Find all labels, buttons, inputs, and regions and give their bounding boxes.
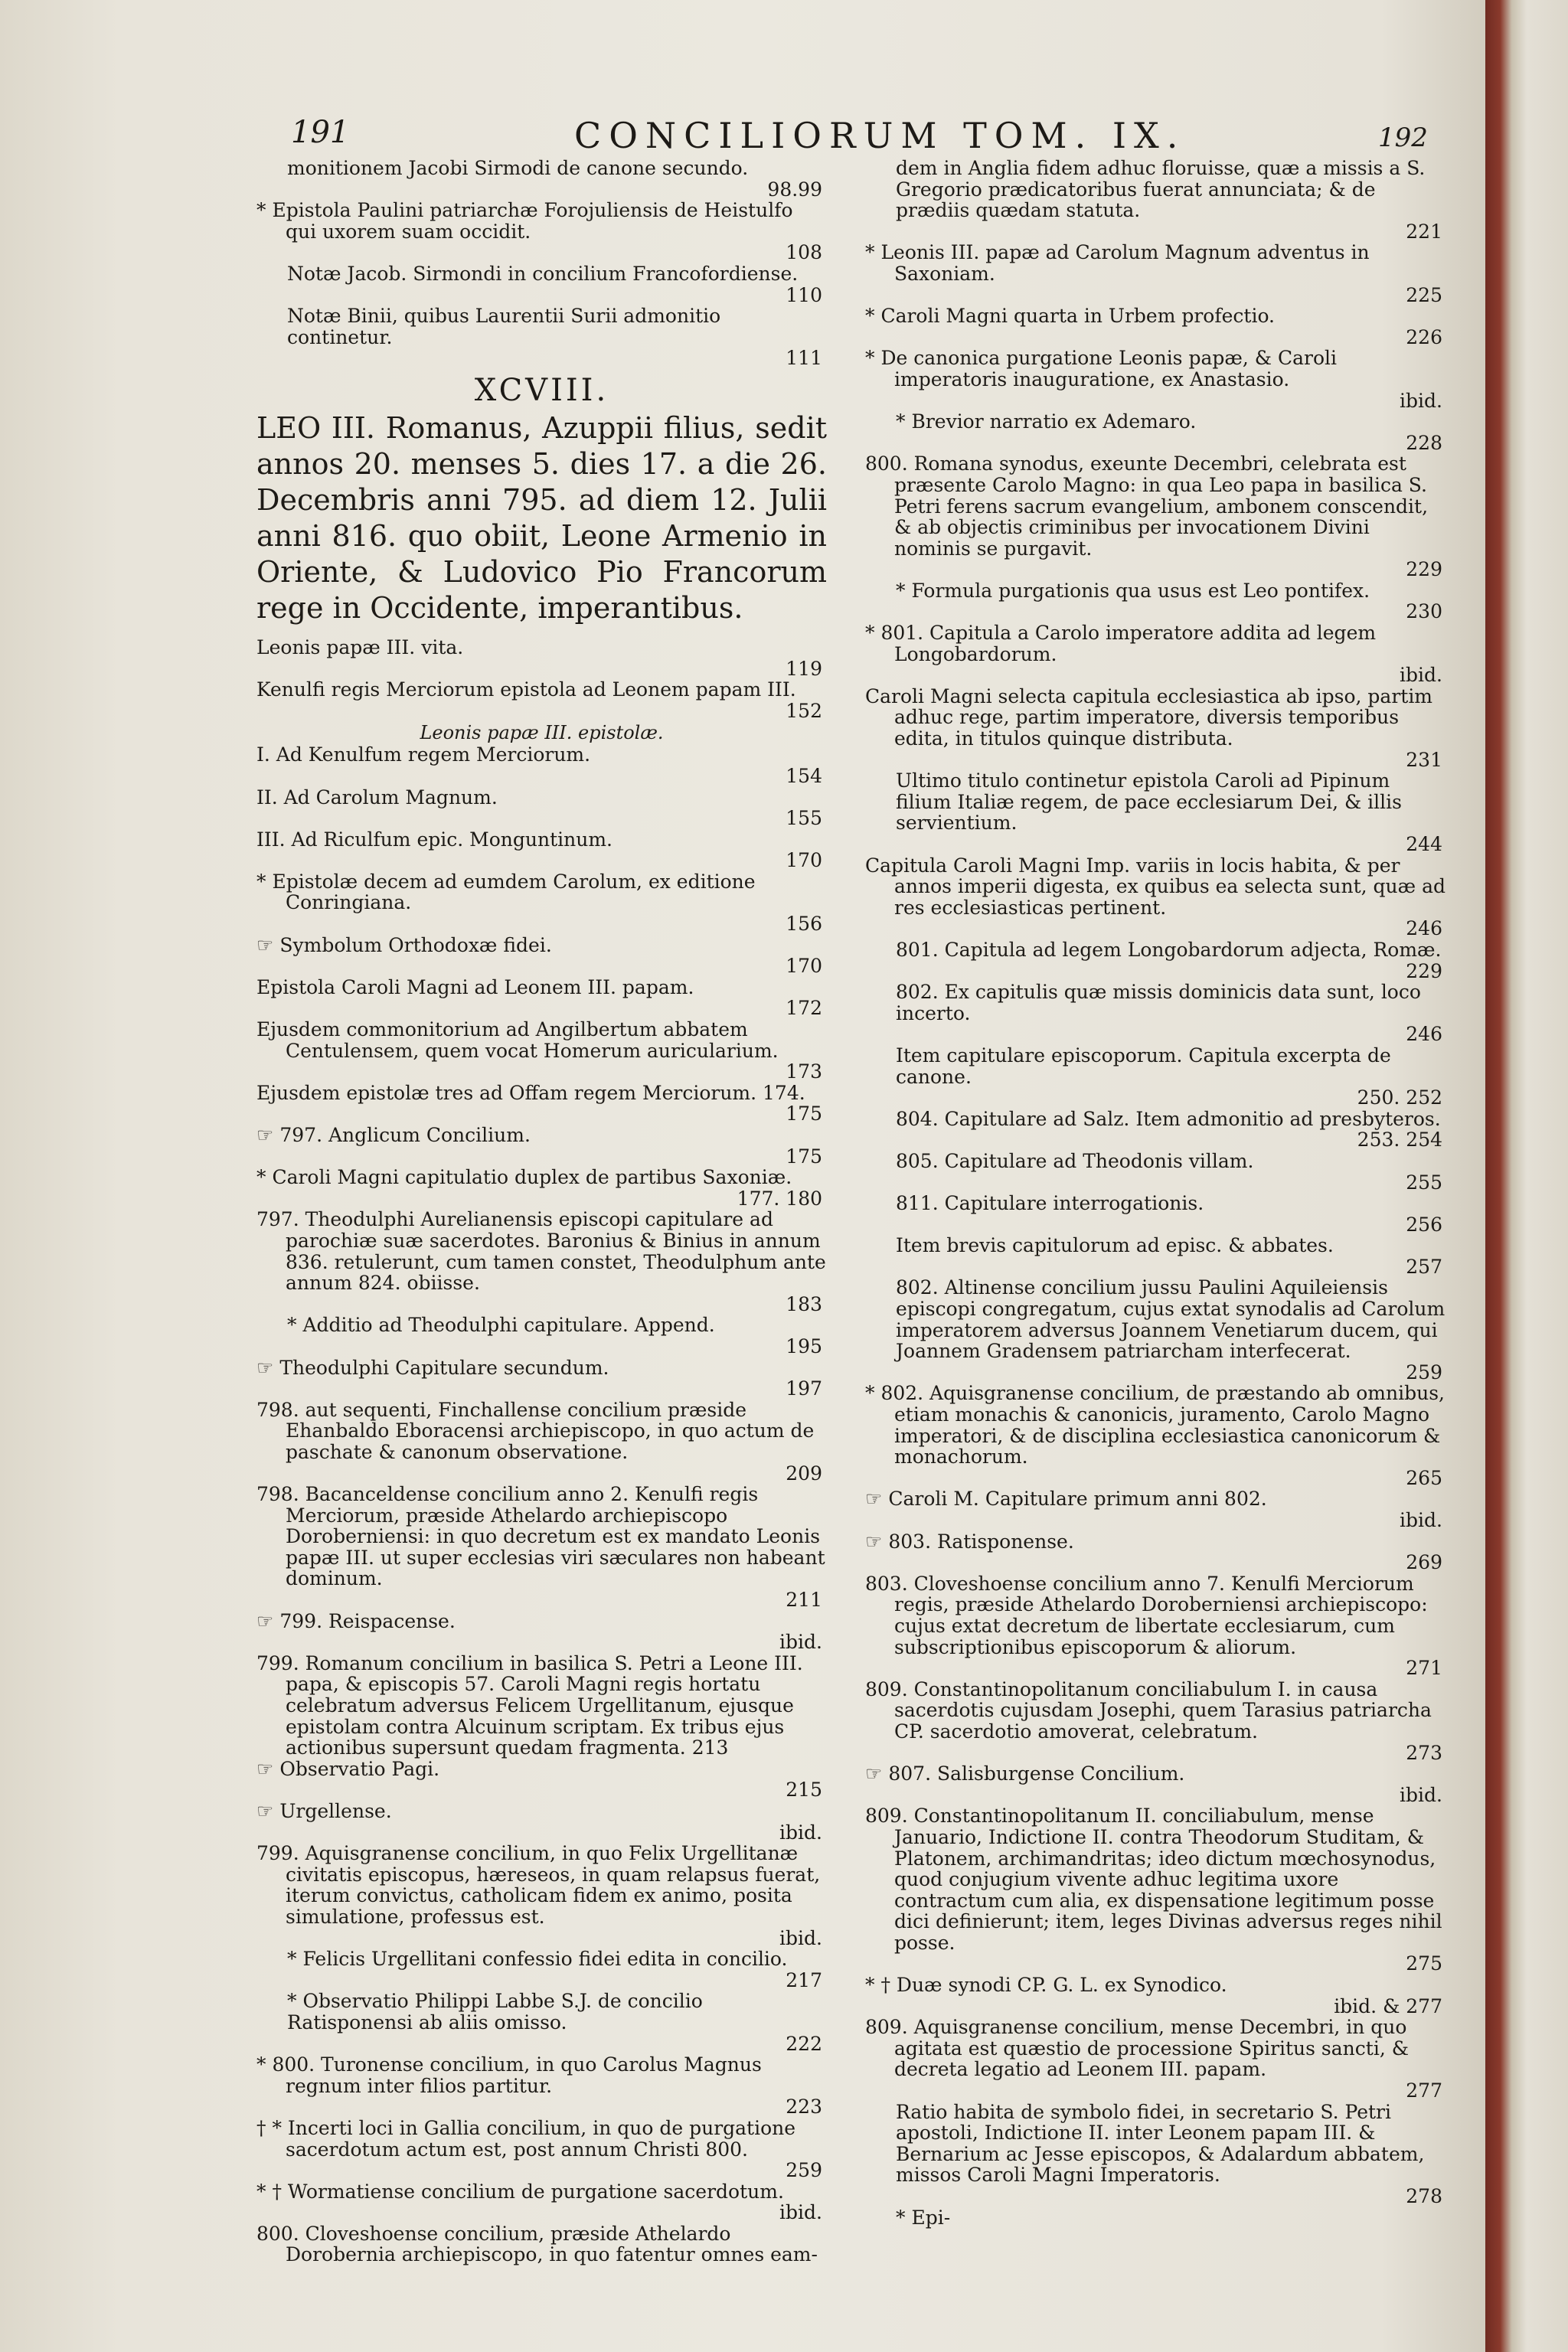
index-entry: [865, 1235, 1447, 1277]
index-entry: [865, 770, 1447, 854]
entry-text: II. Ad Carolum Magnum.: [256, 786, 498, 808]
entry-text: 805. Capitulare ad Theodonis villam.: [896, 1149, 1254, 1172]
index-entry: [256, 871, 827, 935]
entry-page-ref: 154: [786, 764, 822, 787]
entry-page-ref: 253. 254: [1357, 1129, 1442, 1152]
entry-text: ☞ Caroli M. Capitulare primum anni 802.: [865, 1488, 1267, 1511]
entry-page-ref: 98.99: [767, 178, 822, 201]
entry-page-ref: 229: [1406, 558, 1442, 581]
index-entry: [865, 1383, 1447, 1488]
index-entry: [865, 1805, 1447, 1975]
entry-page-ref: 226: [1406, 325, 1442, 348]
entry-text: III. Ad Riculfum epic. Monguntinum.: [256, 828, 612, 851]
left-column: [256, 158, 827, 2265]
entry-page-ref: ibid.: [1400, 389, 1442, 412]
index-entry: [256, 637, 827, 679]
index-entry: [256, 2054, 827, 2118]
entry-text: Ejusdem commonitorium ad Angilbertum abbatem Centulensem, quem vocat Homerum auricularium.: [256, 1018, 779, 1062]
entry-text: 800. Romana synodus, exeunte Decembri, celebrata est præsente Carolo Magno: in qua Leo papa in basilica S. Petri ferens sacrum evangelium, ambonem conscendit, & ab objectis criminibus per invocationem Divini nominis se purgavit.: [865, 452, 1429, 560]
entry-page-ref: 246: [1406, 917, 1442, 940]
entry-text: 800. Cloveshoense concilium, præside Athelardo Dorobernia archiepiscopo, in quo fatentur omnes eam-: [256, 2222, 818, 2266]
entry-text: Notæ Jacob. Sirmondi in concilium Francofordiense.: [287, 262, 799, 285]
entry-text: 803. Cloveshoense concilium anno 7. Kenulfi Merciorum regis, præside Athelardo Doroberniensi archiepiscopo: cujus extat decretum de libertate ecclesiarum, cum subscriptionibus episcoporum & aliorum.: [865, 1572, 1428, 1658]
index-entry: [865, 2102, 1447, 2207]
entry-text: 799. Romanum concilium in basilica S. Petri a Leone III. papa, & episcopis 57. Caroli Magni regis hortatu celebratum adversus Felicem Urgellitanum, ejusque epistolam contra Alcuinum scriptam. Ex tribus ejus actionibus supersunt quedam fragmenta. 213: [256, 1651, 803, 1759]
index-entry: [865, 982, 1447, 1045]
index-entry: [865, 348, 1447, 411]
entry-page-ref: 197: [786, 1377, 822, 1400]
index-entry: [865, 2207, 1447, 2229]
entry-page-ref: 273: [1406, 1741, 1442, 1764]
entry-page-ref: 269: [1406, 1551, 1442, 1574]
entry-page-ref: 173: [786, 1060, 822, 1083]
entry-text: * Epi-: [896, 2206, 951, 2229]
entry-page-ref: 170: [786, 955, 822, 978]
index-entry: [865, 305, 1447, 348]
index-entry: [865, 1975, 1447, 2017]
entry-text: 799. Aquisgranense concilium, in quo Felix Urgellitanæ civitatis episcopus, hæreseos, in quam relapsus fuerat, iterum convictus, catholicam fidem ex animo, posita simulatione, professus est.: [256, 1842, 821, 1928]
entry-page-ref: 229: [1406, 959, 1442, 982]
entry-text: * 802. Aquisgranense concilium, de præstando ab omnibus, etiam monachis & canonicis, juramento, Carolo Magno imperatori, & de disciplina ecclesiastica canonicorum & monachorum.: [865, 1382, 1445, 1468]
index-entry: [865, 855, 1447, 939]
entry-text: ☞ 807. Salisburgense Concilium.: [865, 1762, 1185, 1785]
entry-page-ref: 195: [786, 1334, 822, 1357]
entry-text: * Epistola Paulini patriarchæ Forojuliensis de Heistulfo qui uxorem suam occidit.: [256, 199, 793, 243]
entry-page-ref: 223: [786, 2096, 822, 2118]
entry-page-ref: 183: [786, 1292, 822, 1315]
index-entry: [256, 744, 827, 786]
entry-page-ref: 257: [1406, 1255, 1442, 1278]
index-entry: [256, 679, 827, 721]
index-entry: [865, 411, 1447, 453]
pope-introduction: LEO III. Romanus, Azuppii filius, sedit annos 20. menses 5. dies 17. a die 26. Decembris anni 795. ad diem 12. Julii anni 816. quo obiit, Leone Armenio in Oriente, & Ludovico Pio Francorum rege in Occidente, imperantibus.: [256, 410, 827, 625]
subheading: Leonis papæ III. epistolæ.: [420, 722, 664, 744]
index-entry: [865, 686, 1447, 770]
entry-page-ref: 111: [786, 347, 822, 370]
index-entry: [865, 1193, 1447, 1235]
index-entry: [865, 1679, 1447, 1763]
entry-page-ref: ibid. & 277: [1334, 1994, 1442, 2017]
index-entry: [865, 939, 1447, 982]
entry-page-ref: 152: [786, 699, 822, 722]
index-entry: [256, 263, 827, 305]
index-entry: [865, 580, 1447, 622]
entry-page-ref: 231: [1406, 748, 1442, 771]
entry-page-ref: 250. 252: [1357, 1086, 1442, 1109]
entry-text: Ultimo titulo continetur epistola Caroli ad Pipinum filium Italiæ regem, de pace ecclesiarum Dei, & illis servientium.: [896, 769, 1402, 835]
entry-page-ref: 110: [786, 283, 822, 306]
index-entry: [865, 1045, 1447, 1109]
entry-text: ☞ 799. Reispacense.: [256, 1609, 456, 1632]
entry-text: ☞ Urgellense.: [256, 1800, 392, 1822]
index-entry: [256, 305, 827, 369]
index-entry: [256, 1759, 827, 1801]
page-number-right: 192: [1378, 122, 1428, 153]
entry-text: dem in Anglia fidem adhuc floruisse, quæ a missis a S. Gregorio prædicatoribus fuerat annunciata; & de prædiis quædam statuta.: [896, 157, 1426, 222]
entry-page-ref: 259: [1406, 1361, 1442, 1383]
index-entry: [865, 2017, 1447, 2101]
entry-page-ref: 222: [786, 2032, 822, 2055]
running-title: CONCILIORUM TOM. IX.: [574, 115, 1186, 156]
entry-page-ref: 108: [786, 241, 822, 264]
index-entry: [256, 1357, 827, 1400]
entry-text: ☞ Observatio Pagi.: [256, 1757, 440, 1780]
entry-text: 801. Capitula ad legem Longobardorum adjecta, Romæ.: [896, 938, 1442, 961]
index-entry: [865, 1277, 1447, 1383]
entry-text: * Observatio Philippi Labbe S.J. de concilio Ratisponensi ab aliis omisso.: [287, 1990, 703, 2034]
entry-text: Item capitulare episcoporum. Capitula excerpta de canone.: [896, 1044, 1391, 1088]
entry-page-ref: 209: [786, 1462, 822, 1485]
entry-text: * Epistolæ decem ad eumdem Carolum, ex editione Conringiana.: [256, 870, 756, 914]
entry-text: Item brevis capitulorum ad episc. & abbates.: [896, 1234, 1334, 1257]
entry-page-ref: 256: [1406, 1213, 1442, 1236]
entry-text: * Caroli Magni capitulatio duplex de partibus Saxoniæ.: [256, 1166, 792, 1189]
entry-text: * 800. Turonense concilium, in quo Carolus Magnus regnum inter filios partitur.: [256, 2053, 762, 2097]
entry-page-ref: 259: [786, 2159, 822, 2182]
index-entry: [865, 1151, 1447, 1193]
entry-text: 798. aut sequenti, Finchallense concilium præside Ehanbaldo Eboracensi archiepiscopo, in quo actum de paschate & canonum observatione.: [256, 1398, 815, 1463]
entry-text: ☞ Symbolum Orthodoxæ fidei.: [256, 933, 552, 956]
entry-page-ref: 119: [786, 657, 822, 680]
entry-page-ref: 175: [786, 1102, 822, 1125]
index-entry: [256, 1400, 827, 1484]
entry-text: 809. Aquisgranense concilium, mense Decembri, in quo agitata est quæstio de processione Spiritus sancti, & decreta legatio ad Leonem III. papam.: [865, 2016, 1409, 2081]
entry-page-ref: 230: [1406, 600, 1442, 623]
index-entry: [256, 1167, 827, 1209]
entry-page-ref: 228: [1406, 431, 1442, 454]
index-entry: [256, 1801, 827, 1843]
entry-page-ref: 221: [1406, 220, 1442, 243]
index-entry: [256, 1611, 827, 1653]
entry-page-ref: 172: [786, 997, 822, 1020]
entry-text: 797. Theodulphi Aurelianensis episcopi capitulare ad parochiæ suæ sacerdotes. Baronius & Binius in annum 836. retulerunt, cum tamen constet, Theodulphum ante annum 824. obiisse.: [256, 1208, 826, 1295]
entry-text: * Additio ad Theodulphi capitulare. Append.: [287, 1314, 715, 1337]
index-entry: [256, 2223, 827, 2265]
entry-text: * † Wormatiense concilium de purgatione sacerdotum.: [256, 2180, 784, 2203]
index-entry: [256, 787, 827, 829]
index-entry: [865, 242, 1447, 305]
index-entry: [865, 1573, 1447, 1679]
entry-text: Notæ Binii, quibus Laurentii Surii admonitio continetur.: [287, 305, 721, 348]
index-entry: [256, 1991, 827, 2054]
entry-text: ☞ Theodulphi Capitulare secundum.: [256, 1356, 609, 1379]
index-entry: [256, 2118, 827, 2181]
entry-text: * Caroli Magni quarta in Urbem profectio.: [865, 305, 1275, 328]
index-entry: [256, 935, 827, 977]
index-entry: [865, 453, 1447, 580]
entry-page-ref: ibid.: [1400, 664, 1442, 687]
entry-text: * Felicis Urgellitani confessio fidei edita in concilio.: [287, 1948, 788, 1971]
entry-page-ref: ibid.: [779, 1821, 822, 1844]
entry-text: I. Ad Kenulfum regem Merciorum.: [256, 743, 591, 766]
index-entry: [865, 1109, 1447, 1151]
index-entry: [865, 1488, 1447, 1530]
index-entry: [865, 158, 1447, 242]
entry-text: 809. Constantinopolitanum conciliabulum I. in causa sacerdotis cujusdam Josephi, quem Tarasius patriarcha CP. sacerdotio amoverat, celebratum.: [865, 1677, 1432, 1743]
index-entry: [256, 977, 827, 1019]
section-number: XCVIII.: [474, 372, 609, 408]
entry-page-ref: 217: [786, 1968, 822, 1991]
entry-page-ref: 246: [1406, 1023, 1442, 1046]
entry-page-ref: ibid.: [779, 2201, 822, 2224]
entry-page-ref: 271: [1406, 1657, 1442, 1680]
entry-text: 811. Capitulare interrogationis.: [896, 1192, 1204, 1215]
index-entry: [256, 158, 827, 200]
entry-page-ref: 278: [1406, 2185, 1442, 2207]
entry-text: Capitula Caroli Magni Imp. variis in locis habita, & per annos imperii digesta, ex quibus ea selecta sunt, quæ ad res ecclesiasticas pertinent.: [865, 854, 1446, 919]
entry-page-ref: 225: [1406, 283, 1442, 306]
page-number-left: 191: [291, 115, 350, 150]
index-entry: [256, 829, 827, 871]
entry-page-ref: 265: [1406, 1466, 1442, 1489]
entry-page-ref: 177. 180: [737, 1187, 822, 1210]
entry-text: * Leonis III. papæ ad Carolum Magnum adventus in Saxoniam.: [865, 241, 1370, 285]
index-entry: [256, 1209, 827, 1315]
entry-page-ref: ibid.: [779, 1631, 822, 1654]
entry-text: * † Duæ synodi CP. G. L. ex Synodico.: [865, 1974, 1227, 1997]
entry-text: † * Incerti loci in Gallia concilium, in quo de purgatione sacerdotum actum est, post annum Christi 800.: [256, 2116, 796, 2161]
index-entry: [865, 1763, 1447, 1805]
entry-text: 802. Ex capitulis quæ missis dominicis data sunt, loco incerto.: [896, 981, 1421, 1024]
entry-text: * Brevior narratio ex Ademaro.: [896, 410, 1197, 433]
entry-text: * De canonica purgatione Leonis papæ, & Caroli imperatoris inauguratione, ex Anastasio.: [865, 347, 1337, 390]
entry-text: Ejusdem epistolæ tres ad Offam regem Merciorum. 174.: [256, 1081, 805, 1104]
entry-text: 798. Bacanceldense concilium anno 2. Kenulfi regis Merciorum, præside Athelardo archiepiscopo Doroberniensi: in quo decretum est ex mandato Leonis papæ III. ut super ecclesias viri sæculares non habeant dominum.: [256, 1483, 825, 1590]
entry-text: 802. Altinense concilium jussu Paulini Aquileiensis episcopi congregatum, cujus extat synodalis ad Carolum imperatorem adversus Joannem Venetiarum ducem, qui Joannem Gradensem patriarcham interfecerat.: [896, 1276, 1446, 1363]
entry-text: * Formula purgationis qua usus est Leo pontifex.: [896, 579, 1370, 602]
entry-text: ☞ 797. Anglicum Concilium.: [256, 1124, 531, 1146]
index-entry: [256, 1315, 827, 1357]
index-entry: [256, 200, 827, 263]
index-entry: [256, 1019, 827, 1083]
entry-text: Caroli Magni selecta capitula ecclesiastica ab ipso, partim adhuc rege, partim imperatore, diversis temporibus edita, in titulos quinque distributa.: [865, 684, 1433, 750]
entry-page-ref: 275: [1406, 1952, 1442, 1975]
index-entry: [256, 1125, 827, 1167]
entry-text: * 801. Capitula a Carolo imperatore addita ad legem Longobardorum.: [865, 622, 1377, 665]
entry-text: monitionem Jacobi Sirmodi de canone secundo.: [287, 157, 749, 179]
entry-page-ref: 215: [786, 1779, 822, 1802]
entry-page-ref: 170: [786, 849, 822, 872]
entry-page-ref: 175: [786, 1145, 822, 1168]
entry-page-ref: 156: [786, 913, 822, 936]
entry-text: Ratio habita de symbolo fidei, in secretario S. Petri apostoli, Indictione II. inter Leonem papam III. & Bernarium ac Jesse episcopos, & Adalardum abbatem, missos Caroli Magni Imperatoris.: [896, 2100, 1425, 2187]
entry-text: ☞ 803. Ratisponense.: [865, 1530, 1074, 1553]
index-entry: [256, 1949, 827, 1991]
entry-text: Epistola Caroli Magni ad Leonem III. papam.: [256, 975, 694, 998]
entry-text: Kenulfi regis Merciorum epistola ad Leonem papam III.: [256, 678, 796, 701]
running-header: [291, 115, 1485, 161]
index-entry: [256, 2181, 827, 2223]
index-entry: [256, 1653, 827, 1759]
entry-page-ref: ibid.: [1400, 1509, 1442, 1531]
entry-page-ref: 255: [1406, 1171, 1442, 1194]
entry-text: 809. Constantinopolitanum II. conciliabulum, mense Januario, Indictione II. contra Theodorum Studitam, & Platonem, archimandritas; ideo dictum mœchosynodus, quod conjugium vivente adhuc legitima uxore contractum cum alia, ex dispensatione legitimum posse dici definierunt; item, leges Divinas adversus reges nihil posse.: [865, 1805, 1442, 1954]
entry-page-ref: 211: [786, 1589, 822, 1612]
index-entry: [256, 1484, 827, 1611]
index-entry: [865, 1531, 1447, 1573]
index-entry: [865, 622, 1447, 686]
adjacent-page-edge: [1485, 0, 1568, 2352]
index-entry: [256, 1843, 827, 1949]
entry-page-ref: 277: [1406, 2079, 1442, 2102]
index-entry: [256, 1083, 827, 1125]
entry-page-ref: 155: [786, 807, 822, 830]
right-column: [865, 158, 1447, 2228]
entry-text: Leonis papæ III. vita.: [256, 635, 464, 658]
entry-page-ref: ibid.: [1400, 1783, 1442, 1806]
entry-page-ref: 244: [1406, 833, 1442, 855]
entry-page-ref: ibid.: [779, 1926, 822, 1949]
entry-text: 804. Capitulare ad Salz. Item admonitio ad presbyteros.: [896, 1107, 1441, 1130]
